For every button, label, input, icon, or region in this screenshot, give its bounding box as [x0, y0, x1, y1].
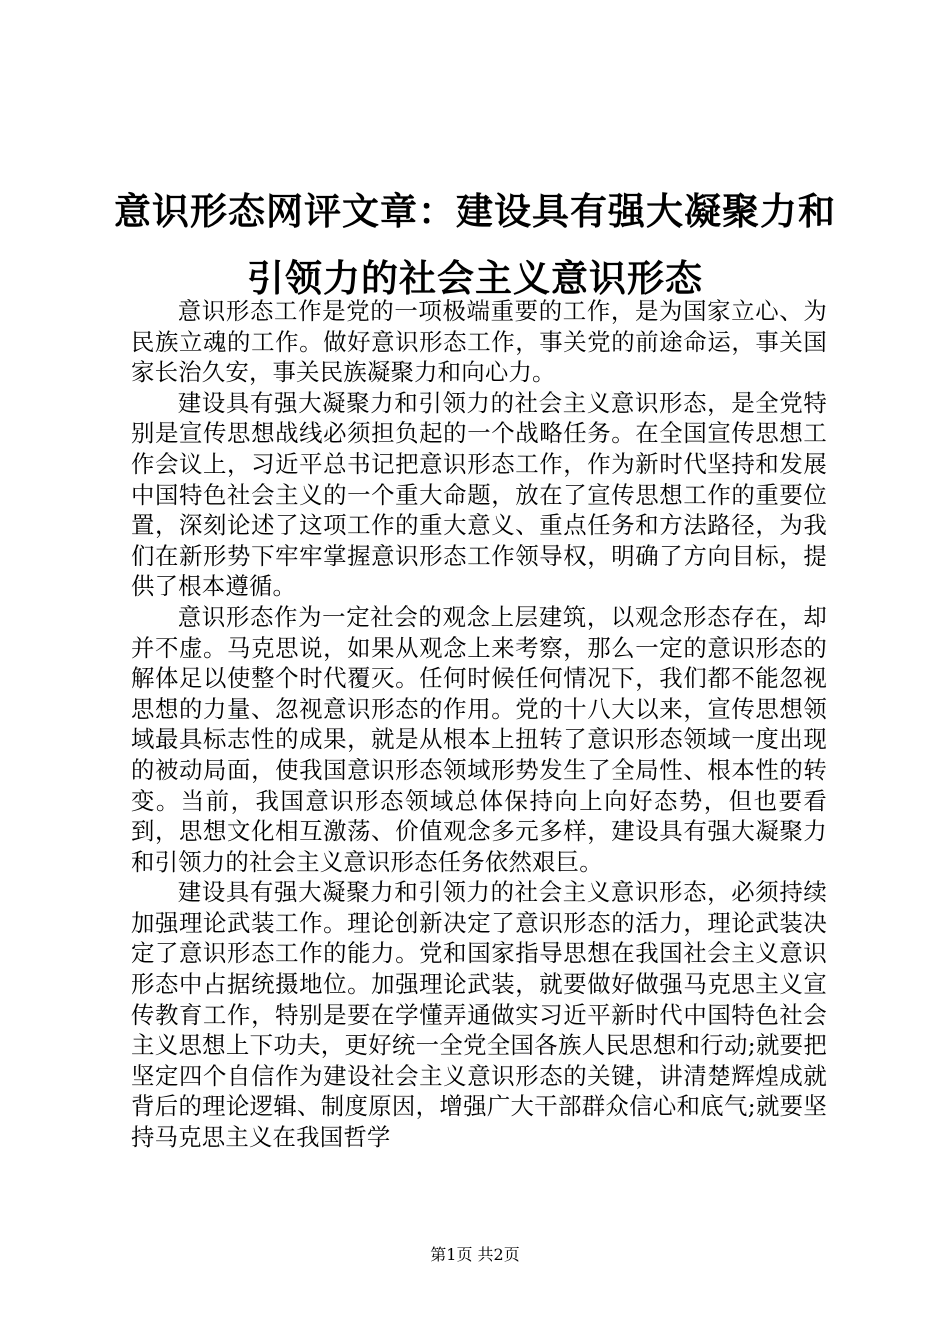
paragraph-1: 意识形态工作是党的一项极端重要的工作，是为国家立心、为民族立魂的工作。做好意识形态工作，事关党的前途命运，事关国家长治久安，事关民族凝聚力和向心力。	[131, 297, 827, 387]
paragraph-2: 建设具有强大凝聚力和引领力的社会主义意识形态，是全党特别是宣传思想战线必须担负起的一个战略任务。在全国宣传思想工作会议上，习近平总书记把意识形态工作，作为新时代坚持和发展中国特色社会主义的一个重大命题，放在了宣传思想工作的重要位置，深刻论述了这项工作的重大意义、重点任务和方法路径，为我们在新形势下牢牢掌握意识形态工作领导权，明确了方向目标，提供了根本遵循。	[131, 388, 827, 601]
paragraph-4: 建设具有强大凝聚力和引领力的社会主义意识形态，必须持续加强理论武装工作。理论创新决定了意识形态的活力，理论武装决定了意识形态工作的能力。党和国家指导思想在我国社会主义意识形态中占据统摄地位。加强理论武装，就要做好做强马克思主义宣传教育工作，特别是要在学懂弄通做实习近平新时代中国特色社会主义思想上下功夫，更好统一全党全国各族人民思想和行动;就要把坚定四个自信作为建设社会主义意识形态的关键，讲清楚辉煌成就背后的理论逻辑、制度原因，增强广大干部群众信心和底气;就要坚持马克思主义在我国哲学	[131, 878, 827, 1152]
paragraph-3: 意识形态作为一定社会的观念上层建筑，以观念形态存在，却并不虚。马克思说，如果从观念上来考察，那么一定的意识形态的解体足以使整个时代覆灭。任何时候任何情况下，我们都不能忽视思想的力量、忽视意识形态的作用。党的十八大以来，宣传思想领域最具标志性的成果，就是从根本上扭转了意识形态领域一度出现的被动局面，使我国意识形态领域形势发生了全局性、根本性的转变。当前，我国意识形态领域总体保持向上向好态势，但也要看到，思想文化相互激荡、价值观念多元多样，建设具有强大凝聚力和引领力的社会主义意识形态任务依然艰巨。	[131, 602, 827, 876]
document-title: 意识形态网评文章：建设具有强大凝聚力和引领力的社会主义意识形态	[114, 189, 836, 300]
document-body	[131, 296, 827, 1186]
page-footer: 第1页 共2页	[430, 1245, 520, 1264]
